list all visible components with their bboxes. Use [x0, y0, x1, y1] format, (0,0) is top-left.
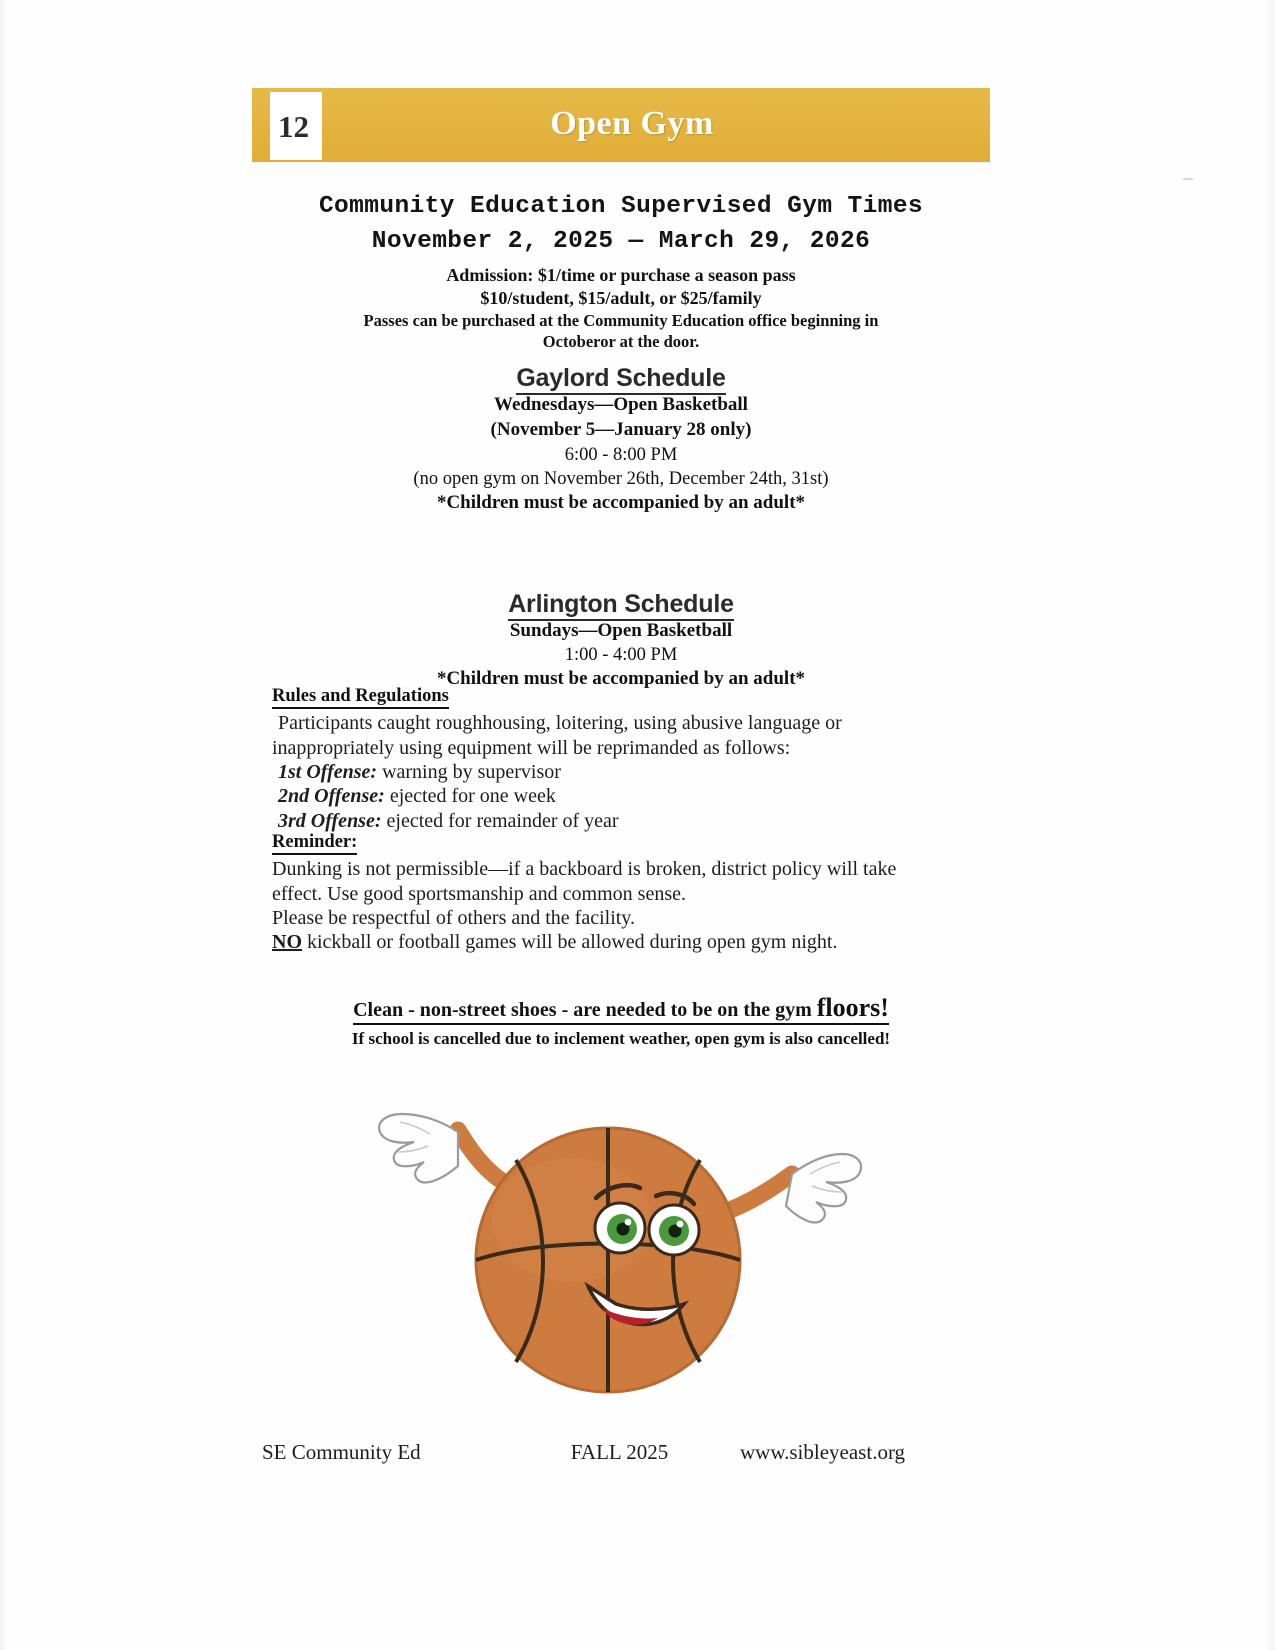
offense-label: 3rd Offense:	[278, 809, 382, 832]
weather-cancellation-notice: If school is cancelled due to inclement weather, open gym is also cancelled!	[351, 1029, 891, 1049]
page-title: Open Gym	[550, 105, 714, 143]
offense-row	[272, 784, 1002, 808]
shoes-notice-emphasis: floors!	[816, 993, 889, 1022]
footer-left: SE Community Ed	[262, 1440, 421, 1464]
gaylord-exceptions: (no open gym on November 26th, December 24th, 31st)	[413, 468, 829, 489]
admission-line-4: Octoberor at the door.	[542, 332, 700, 352]
reminder-line-1: Dunking is not permissible—if a backboard is broken, district policy will take	[272, 858, 897, 881]
scan-artifact	[1183, 178, 1193, 180]
arlington-schedule-heading-text: Arlington Schedule	[508, 590, 734, 621]
no-rest: kickball or football games will be allowed during open gym night.	[302, 931, 838, 954]
offense-label: 1st Offense:	[278, 761, 378, 784]
no-emphasis: NO	[272, 931, 302, 954]
offense-row	[272, 760, 1002, 784]
reminder-line-2: effect. Use good sportsmanship and common sense.	[272, 882, 686, 905]
reminder-heading: Reminder:	[272, 832, 357, 855]
rules-intro-line-2: inappropriately using equipment will be reprimanded as follows:	[272, 736, 791, 759]
offense-text: warning by supervisor	[377, 761, 561, 784]
admission-line-2: $10/student, $15/adult, or $25/family	[480, 288, 762, 309]
rules-intro-line-1: Participants caught roughhousing, loitering, using abusive language or	[278, 712, 842, 735]
shoes-notice-main: Clean - non-street shoes - are needed to be on the gym	[353, 999, 817, 1021]
offense-row	[272, 809, 1002, 833]
footer-website: www.sibleyeast.org	[740, 1440, 906, 1464]
gaylord-schedule-heading	[252, 364, 990, 393]
reminder-line-3: Please be respectful of others and the facility.	[272, 907, 636, 930]
basketball-mascot-svg	[340, 1070, 880, 1400]
heading-line-1: Community Education Supervised Gym Times	[318, 193, 924, 220]
arlington-time: 1:00 - 4:00 PM	[564, 645, 678, 666]
offense-text: ejected for remainder of year	[381, 809, 619, 832]
admission-line-3: Passes can be purchased at the Community Education office beginning in	[363, 311, 879, 331]
smiling-basketball-character-icon	[340, 1070, 880, 1400]
scan-edge-right	[1265, 0, 1275, 1650]
gaylord-time: 6:00 - 8:00 PM	[564, 444, 678, 465]
page-number: 12	[278, 108, 309, 144]
arlington-line-1: Sundays—Open Basketball	[509, 619, 733, 641]
reminder-line-4	[272, 930, 1002, 954]
footwear-notice-section	[252, 992, 990, 1049]
gaylord-schedule-heading-text: Gaylord Schedule	[516, 364, 725, 395]
rules-heading: Rules and Regulations	[272, 686, 449, 709]
offense-text: ejected for one week	[384, 785, 556, 808]
gaylord-adult-note: *Children must be accompanied by an adult*	[436, 491, 806, 513]
footer-center: FALL 2025	[570, 1440, 669, 1464]
gaylord-line-2: (November 5—January 28 only)	[490, 419, 752, 441]
offense-label: 2nd Offense:	[278, 785, 385, 808]
section-header-banner	[252, 88, 990, 162]
main-content	[252, 190, 990, 692]
reminder-section	[272, 832, 1002, 955]
gaylord-line-1: Wednesdays—Open Basketball	[494, 394, 748, 416]
scan-edge-left	[0, 0, 8, 1650]
page-footer	[252, 1440, 990, 1465]
shoes-notice	[353, 992, 889, 1025]
arlington-schedule-heading	[252, 590, 990, 619]
heading-line-2: November 2, 2025 — March 29, 2026	[371, 228, 871, 256]
arlington-adult-note: *Children must be accompanied by an adult*	[436, 668, 806, 690]
admission-line-1: Admission: $1/time or purchase a season pass	[446, 265, 796, 286]
rules-and-regulations-section	[272, 686, 1002, 833]
